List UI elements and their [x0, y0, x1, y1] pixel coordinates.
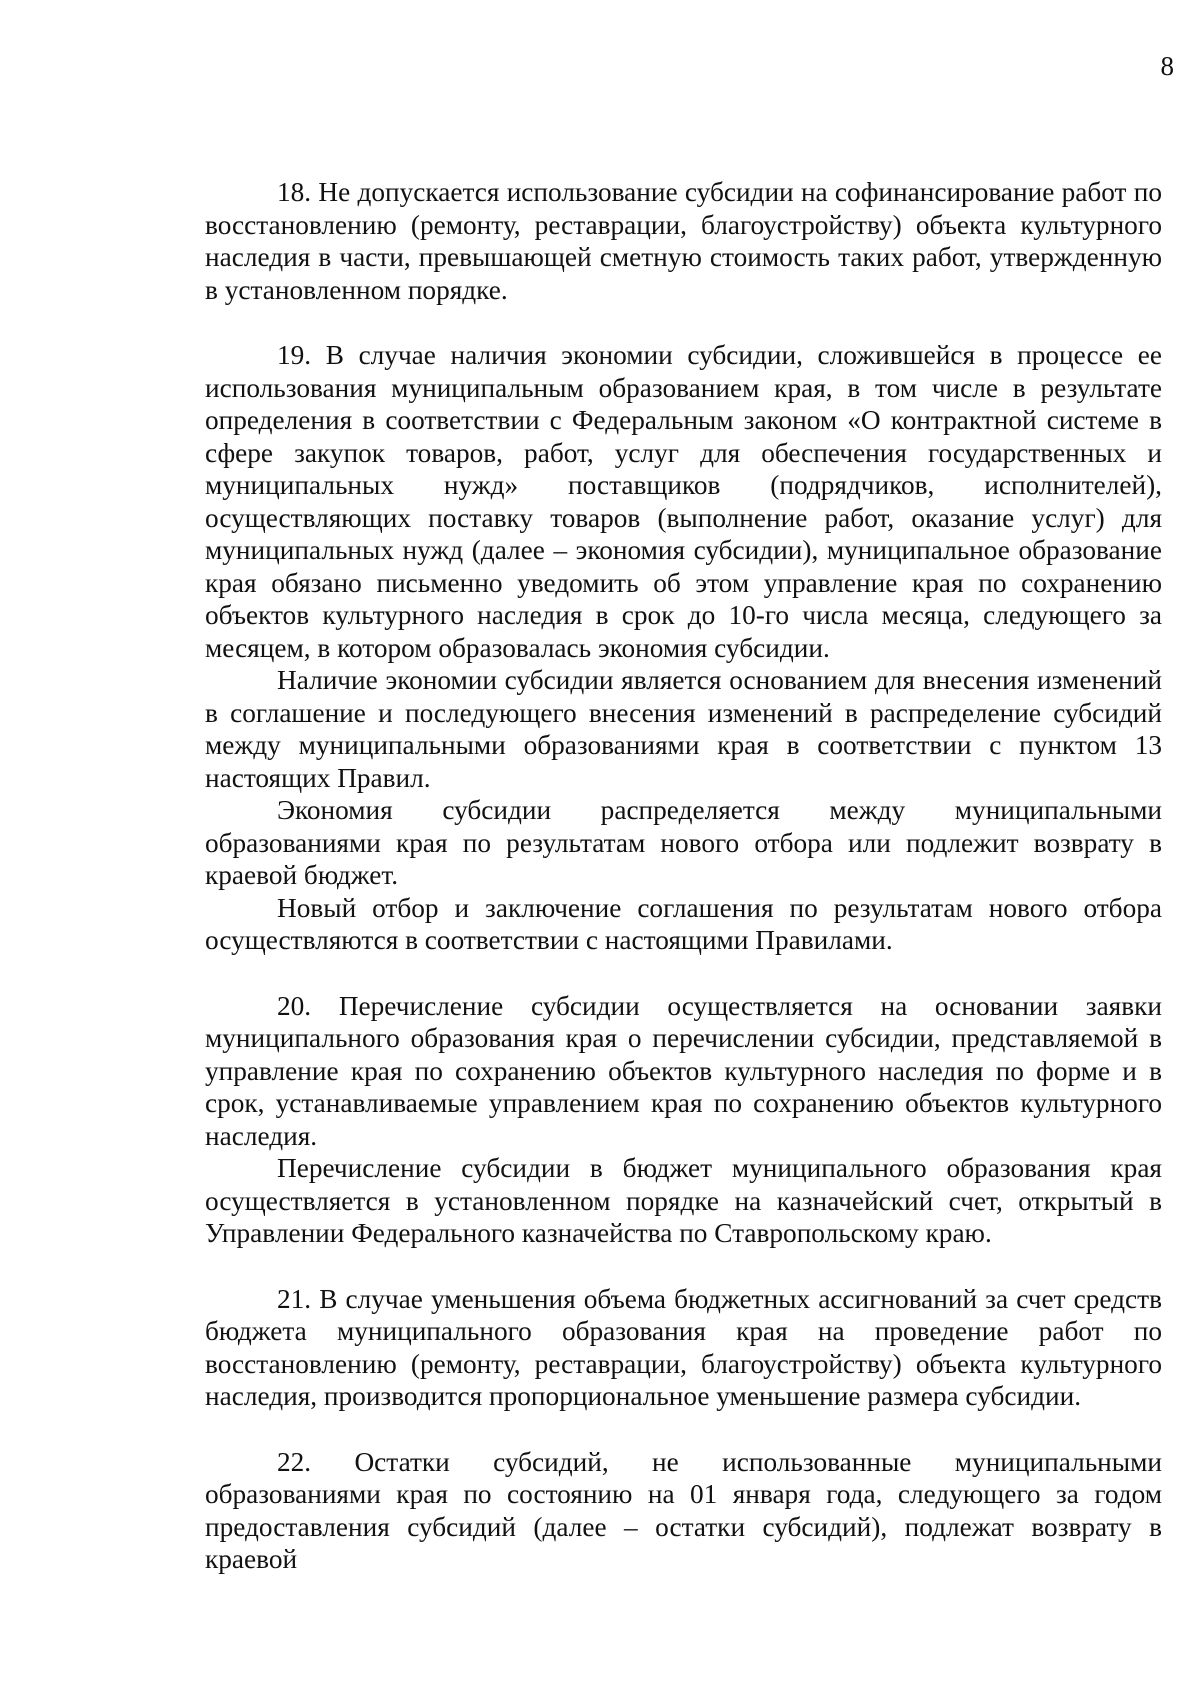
- paragraph-19: 19. В случае наличия экономии субсидии, сложившейся в процессе ее использования муниципальным образованием края, в том числе в результате определения в соответствии с Федеральным законом «О контрактной системе в сфере закупок товаров, работ, услуг для обеспечения государственных и муниципальных нужд» поставщиков (подрядчиков, исполнителей), осуществляющих поставку товаров (выполнение работ, оказание услуг) для муниципальных нужд (далее – экономия субсидии), муниципальное образование края обязано письменно уведомить об этом управление края по сохранению объектов культурного наследия в срок до 10-го числа месяца, следующего за месяцем, в котором образовалась экономия субсидии.: [205, 340, 1162, 663]
- paragraph-21: 21. В случае уменьшения объема бюджетных ассигнований за счет средств бюджета муниципального образования края на проведение работ по восстановлению (ремонту, реставрации, благоустройству) объекта культурного наследия, производится пропорциональное уменьшение размера субсидии.: [205, 1283, 1162, 1411]
- paragraph-20: 20. Перечисление субсидии осуществляется на основании заявки муниципального образования края о перечислении субсидии, представляемой в управление края по сохранению объектов культурного наследия по форме и в срок, устанавливаемые управлением края по сохранению объектов культурного наследия.: [205, 990, 1162, 1151]
- paragraph-19-savings-basis: Наличие экономии субсидии является основанием для внесения изменений в соглашение и последующего внесения изменений в распределение субсидий между муниципальными образованиями края в соответствии с пунктом 13 настоящих Правил.: [205, 665, 1162, 793]
- paragraph-18: 18. Не допускается использование субсидии на софинансирование работ по восстановлению (ремонту, реставрации, благоустройству) объекта культурного наследия в части, превышающей сметную стоимость таких работ, утвержденную в установленном порядке.: [205, 177, 1162, 305]
- document-body: [205, 176, 1162, 1576]
- page-number: 8: [1160, 51, 1174, 81]
- paragraph-19-new-selection: Новый отбор и заключение соглашения по результатам нового отбора осуществляются в соответствии с настоящими Правилами.: [205, 892, 1162, 955]
- paragraph-20-transfer: Перечисление субсидии в бюджет муниципального образования края осуществляется в установленном порядке на казначейский счет, открытый в Управлении Федерального казначейства по Ставропольскому краю.: [205, 1153, 1162, 1248]
- paragraph-22: 22. Остатки субсидий, не использованные муниципальными образованиями края по состоянию на 01 января года, следующего за годом предоставления субсидий (далее – остатки субсидий), подлежат возврату в краевой: [205, 1446, 1162, 1574]
- paragraph-19-savings-distribution: Экономия субсидии распределяется между муниципальными образованиями края по результатам нового отбора или подлежит возврату в краевой бюджет.: [205, 795, 1162, 890]
